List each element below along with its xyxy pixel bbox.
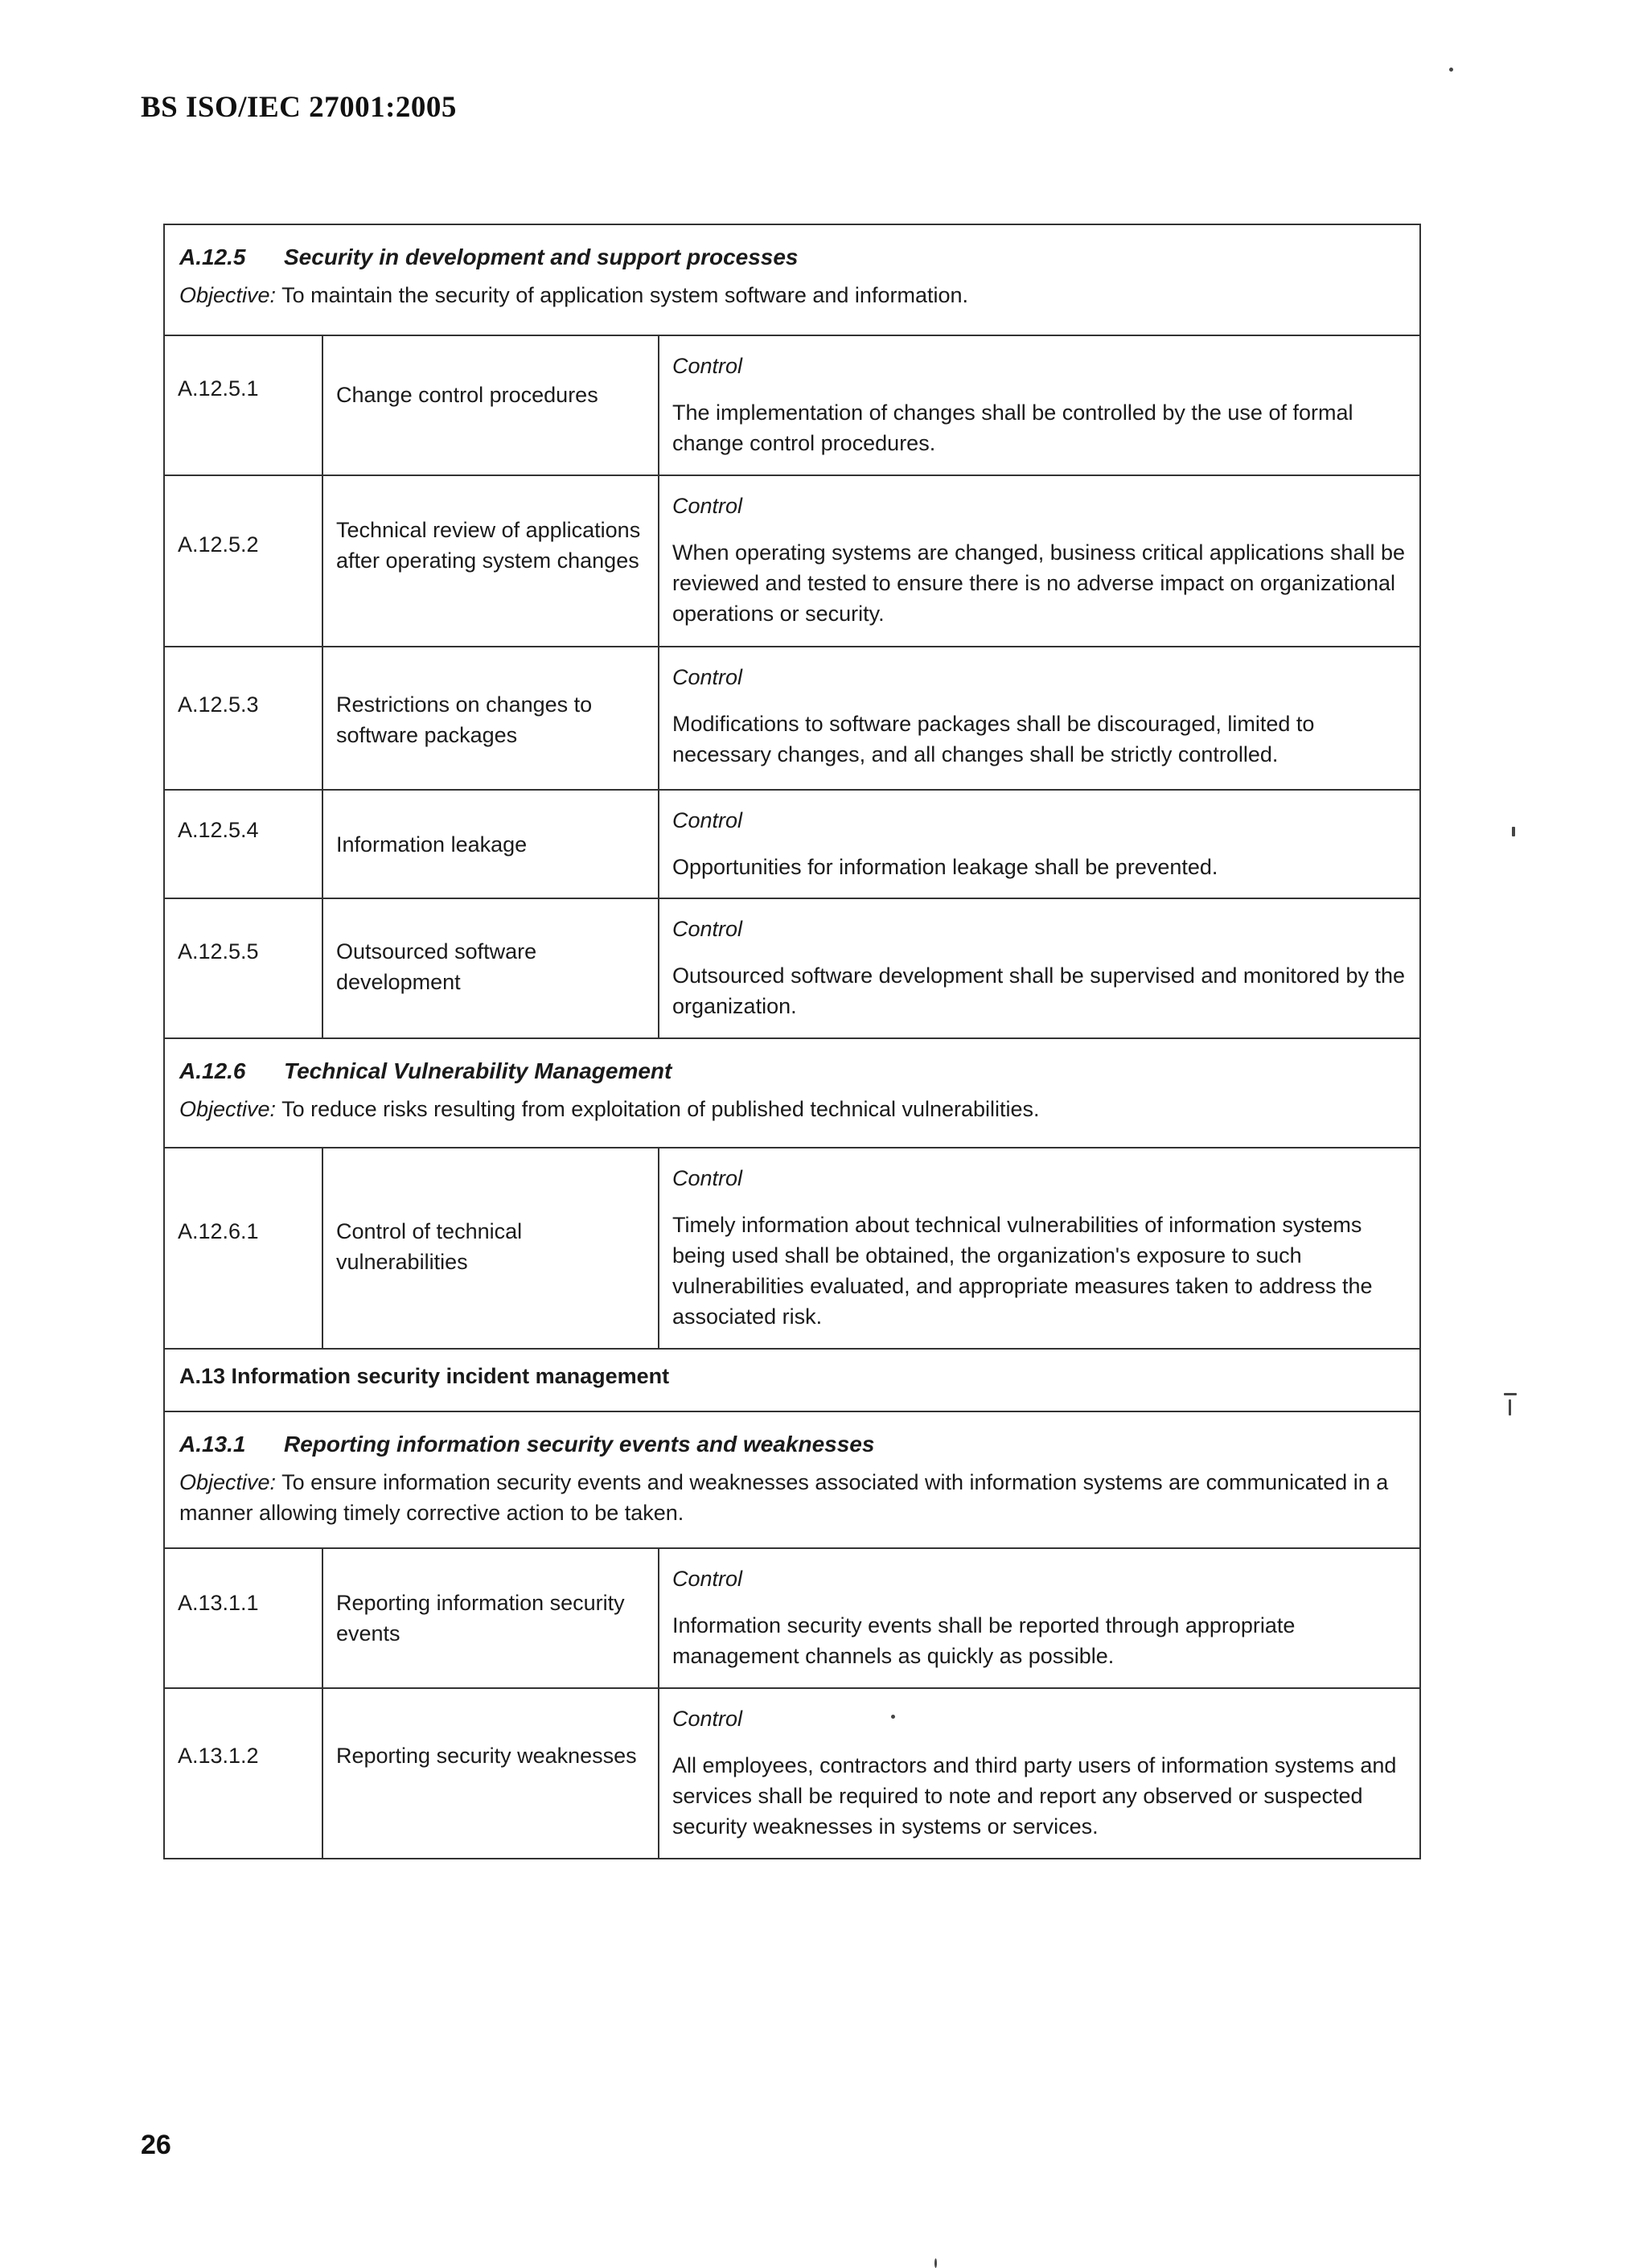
section-row: [164, 1411, 1420, 1548]
control-title: Restrictions on changes to software packages: [322, 647, 659, 790]
section-row: [164, 224, 1420, 335]
control-text: Timely information about technical vulnerabilities of information systems being used shall be obtained, the organization's exposure to such vulnerabilities evaluated, and appropriate measures taken to address the associated risk.: [672, 1213, 1373, 1329]
scan-speck: [1449, 68, 1453, 72]
control-title: Reporting security weaknesses: [322, 1688, 659, 1859]
control-text: Modifications to software packages shall be discouraged, limited to necessary changes, and all changes shall be strictly controlled.: [672, 712, 1315, 766]
control-label: Control: [672, 1166, 743, 1190]
scan-speck: [1504, 1393, 1517, 1395]
control-description: [659, 790, 1420, 898]
objective-text: To ensure information security events and weaknesses associated with information systems are communicated in a manner allowing timely corrective action to be taken.: [179, 1470, 1389, 1525]
control-description: [659, 1688, 1420, 1859]
control-title: Control of technical vulnerabilities: [322, 1148, 659, 1349]
clause-row: [164, 1349, 1420, 1411]
control-description: [659, 647, 1420, 790]
section-number: A.12.6: [179, 1058, 246, 1083]
control-id: A.13.1.1: [164, 1548, 322, 1688]
table-row: [164, 475, 1420, 647]
control-text: The implementation of changes shall be controlled by the use of formal change control procedures.: [672, 401, 1353, 455]
section-title: Reporting information security events and weaknesses: [284, 1432, 875, 1457]
table-row: [164, 335, 1420, 475]
scan-speck: [1512, 827, 1515, 836]
objective-label: Objective:: [179, 283, 277, 307]
objective-label: Objective:: [179, 1097, 277, 1121]
control-label: Control: [672, 494, 743, 518]
control-text: Opportunities for information leakage shall be prevented.: [672, 855, 1218, 879]
control-label: Control: [672, 917, 743, 941]
control-description: [659, 335, 1420, 475]
table-row: [164, 790, 1420, 898]
table-row: [164, 1688, 1420, 1859]
objective-label: Objective:: [179, 1470, 277, 1494]
section-title: Technical Vulnerability Management: [284, 1058, 672, 1083]
control-id: A.12.5.1: [164, 335, 322, 475]
section-a12-6: [164, 1038, 1420, 1148]
control-label: Control: [672, 354, 743, 378]
control-text: Information security events shall be reported through appropriate management channels as quickly as possible.: [672, 1613, 1296, 1668]
control-id: A.12.6.1: [164, 1148, 322, 1349]
control-label: Control: [672, 1567, 743, 1591]
control-title: Technical review of applications after operating system changes: [322, 475, 659, 647]
control-text: Outsourced software development shall be supervised and monitored by the organization.: [672, 963, 1406, 1018]
control-description: [659, 475, 1420, 647]
control-text: All employees, contractors and third party users of information systems and services shall be required to note and report any observed or suspected security weaknesses in systems or services.: [672, 1753, 1397, 1839]
section-heading: [179, 241, 1405, 273]
control-title: Information leakage: [322, 790, 659, 898]
control-title: Reporting information security events: [322, 1548, 659, 1688]
section-row: [164, 1038, 1420, 1148]
section-a13-1: [164, 1411, 1420, 1548]
control-label: Control: [672, 808, 743, 832]
section-objective: [179, 1467, 1405, 1528]
clause-heading: A.13 Information security incident management: [164, 1349, 1420, 1411]
section-title: Security in development and support processes: [284, 244, 799, 269]
table-row: [164, 898, 1420, 1038]
control-title: Outsourced software development: [322, 898, 659, 1038]
scan-speck: [891, 1715, 895, 1719]
control-id: A.12.5.2: [164, 475, 322, 647]
section-heading: [179, 1055, 1405, 1087]
control-label: Control: [672, 665, 743, 689]
objective-text: To reduce risks resulting from exploitation of published technical vulnerabilities.: [281, 1097, 1040, 1121]
control-description: [659, 1148, 1420, 1349]
section-heading: [179, 1428, 1405, 1461]
control-id: A.12.5.4: [164, 790, 322, 898]
control-id: A.12.5.3: [164, 647, 322, 790]
control-text: When operating systems are changed, business critical applications shall be reviewed and tested to ensure there is no adverse impact on organizational operations or security.: [672, 540, 1405, 626]
section-objective: [179, 1094, 1405, 1124]
section-number: A.13.1: [179, 1432, 246, 1457]
control-id: A.13.1.2: [164, 1688, 322, 1859]
section-objective: [179, 280, 1405, 310]
page-number: 26: [141, 2130, 171, 2160]
controls-table: [163, 224, 1421, 1859]
control-description: [659, 898, 1420, 1038]
section-number: A.12.5: [179, 244, 246, 269]
section-a12-5: [164, 224, 1420, 335]
objective-text: To maintain the security of application system software and information.: [281, 283, 968, 307]
control-description: [659, 1548, 1420, 1688]
control-title: Change control procedures: [322, 335, 659, 475]
control-label: Control: [672, 1707, 743, 1731]
document-header: BS ISO/IEC 27001:2005: [141, 91, 457, 124]
table-row: [164, 647, 1420, 790]
table-row: [164, 1548, 1420, 1688]
scan-speck: [1509, 1399, 1511, 1415]
control-id: A.12.5.5: [164, 898, 322, 1038]
scan-speck: [934, 2258, 937, 2268]
table-row: [164, 1148, 1420, 1349]
